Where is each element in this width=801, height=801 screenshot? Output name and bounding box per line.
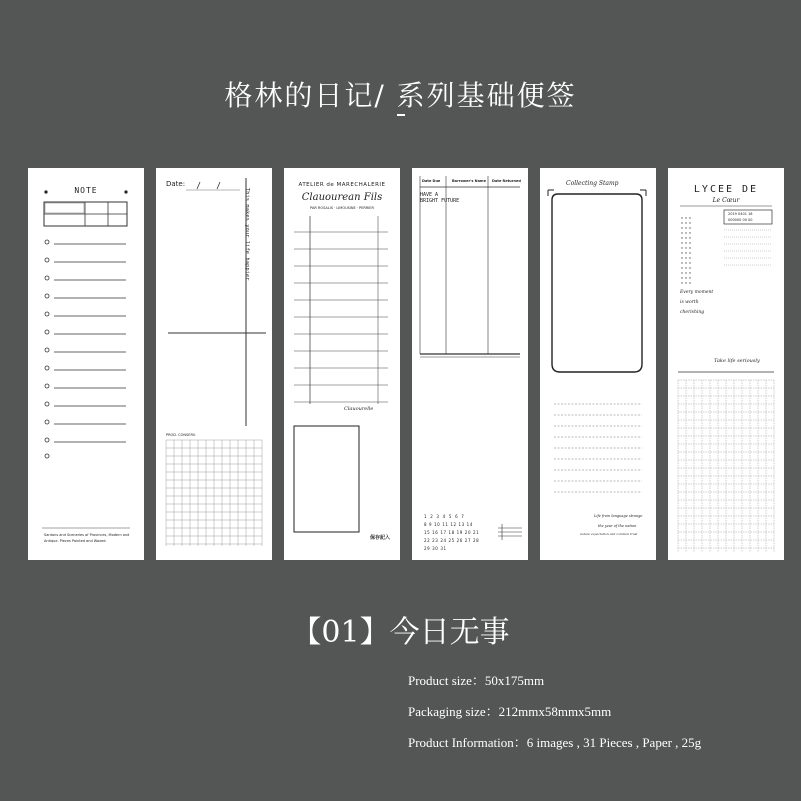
atelier-card-drawing bbox=[284, 168, 400, 560]
note-footer-2: Antique. Pieces Painted and Waxed. bbox=[44, 539, 107, 543]
date-grid-label: PROD. CONSERV. bbox=[166, 433, 196, 437]
due-calendar-row-3: 15 16 17 18 19 20 21 bbox=[424, 530, 480, 535]
due-text-2: BRIGHT FUTURE bbox=[420, 198, 460, 204]
stamp-note-2: the year of the nation bbox=[598, 524, 637, 528]
due-calendar-row-2: 8 9 10 11 12 13 14 bbox=[424, 522, 473, 527]
spec-info-en: Product Information：6 images , 31 Pieces , Paper , 25g bbox=[408, 735, 702, 750]
note-heading: NOTE bbox=[74, 186, 98, 195]
lycee-box-text-1: 2019 0401 18 bbox=[728, 212, 753, 216]
due-col-2: Borrower's Name bbox=[452, 179, 486, 183]
lycee-card-drawing bbox=[668, 168, 784, 560]
lycee-box-text-2: 000000 00 00 bbox=[728, 218, 753, 222]
due-col-3: Date Returned bbox=[492, 179, 521, 183]
atelier-stamp: 保存記入 bbox=[370, 535, 391, 541]
lycee-script-3: cherishing bbox=[680, 310, 705, 315]
due-text-1: HAVE A bbox=[420, 192, 439, 198]
stamp-card-drawing bbox=[540, 168, 656, 560]
atelier-script-title: Clauourean Fils bbox=[301, 192, 383, 203]
due-card-drawing bbox=[412, 168, 528, 560]
stamp-card bbox=[540, 168, 656, 560]
atelier-card bbox=[284, 168, 400, 560]
lycee-subtitle: Le Cœur bbox=[712, 197, 740, 204]
date-card bbox=[156, 168, 272, 560]
stamp-script-title: Collecting Stamp bbox=[566, 180, 619, 187]
atelier-line-1: ATELIER de MARECHALERIE bbox=[298, 182, 386, 188]
atelier-signature: Clauourelle bbox=[344, 406, 374, 412]
note-card-drawing bbox=[28, 168, 144, 560]
product-name: 【01】今日无事 bbox=[291, 615, 510, 650]
date-label: Date: bbox=[166, 180, 186, 188]
lycee-card bbox=[668, 168, 784, 560]
title-dash bbox=[397, 114, 405, 116]
due-calendar-row-4: 22 23 24 25 26 27 28 bbox=[424, 538, 480, 543]
date-card-drawing bbox=[156, 168, 272, 560]
lycee-script-4: Take life seriously bbox=[714, 358, 760, 364]
atelier-line-3: PAR ROSALIS · LIMOUSINE · PERRIER bbox=[310, 206, 374, 210]
spec-packaging-en: Packaging size：212mmx58mmx5mm bbox=[408, 704, 612, 719]
due-calendar-row-5: 29 30 31 bbox=[424, 546, 447, 551]
lycee-script-1: Every moment bbox=[680, 290, 714, 295]
note-footer-1: Santons and Sceneries of Provinces, Modern and bbox=[44, 533, 130, 537]
lycee-title: LYCEE DE bbox=[693, 184, 759, 195]
spec-size-en: Product size：50x175mm bbox=[408, 673, 545, 688]
date-vertical-text: This makes your life happier bbox=[244, 188, 250, 281]
stamp-note-1: Life from language strange bbox=[594, 514, 643, 518]
due-card bbox=[412, 168, 528, 560]
page-title: 格林的日记/ 系列基础便签 bbox=[224, 79, 577, 112]
due-col-1: Date Due bbox=[422, 179, 441, 183]
note-card bbox=[28, 168, 144, 560]
lycee-script-2: is worth bbox=[680, 300, 699, 305]
stamp-note-3: nature expectation and common trust bbox=[580, 532, 638, 536]
due-calendar-row-1: 1 2 3 4 5 6 7 bbox=[424, 514, 466, 519]
